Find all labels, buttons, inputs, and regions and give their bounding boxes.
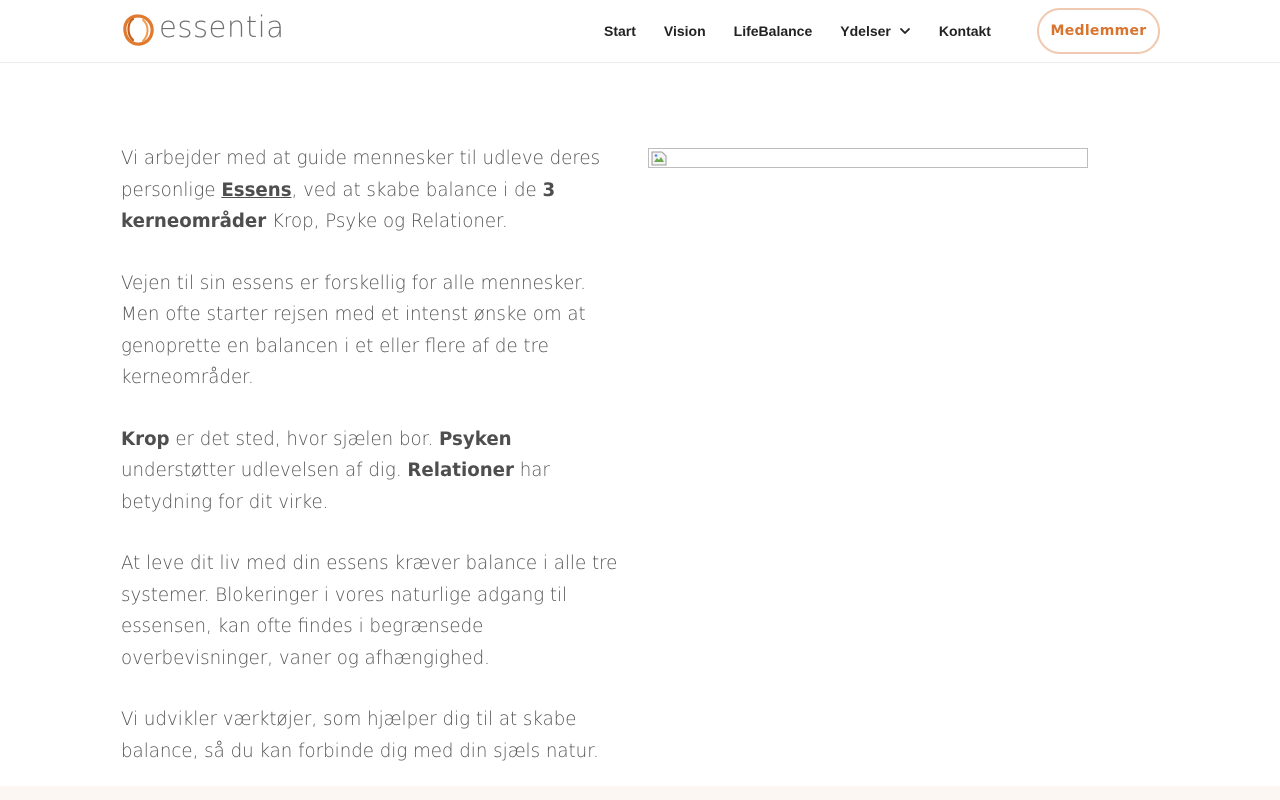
members-button[interactable]: Medlemmer [1037, 8, 1160, 54]
intro-text [121, 143, 621, 797]
paragraph-2: Vejen til sin essens er forskellig for alle mennesker. Men ofte starter rejsen med et intenst ønske om at genoprette en balancen i et eller flere af de tre kerneområder. [121, 272, 586, 388]
footer-strip [0, 786, 1280, 800]
content-image [648, 148, 1088, 168]
nav-item-ydelser-label: Ydelser [840, 23, 891, 39]
nav-item-ydelser[interactable] [840, 23, 911, 39]
paragraph-3: Krop er det sted, hvor sjælen bor. Psyken understøtter udlevelsen af dig. Relationer har betydning for dit virke. [121, 428, 550, 513]
logo-text: essentia [159, 9, 285, 44]
site-header [0, 0, 1280, 63]
paragraph-5: Vi udvikler værktøjer, som hjælper dig til at skabe balance, så du kan forbinde dig med din sjæls natur. [121, 709, 599, 762]
broken-image-icon [651, 151, 667, 166]
nav-item-lifebalance[interactable]: LifeBalance [733, 23, 813, 39]
essentia-circle-logo-icon [121, 13, 155, 47]
paragraph-1: Vi arbejder med at guide mennesker til udleve deres personlige Essens, ved at skabe balance i de 3 kerneområder Krop, Psyke og Relationer. [121, 148, 601, 232]
chevron-down-icon [899, 25, 911, 37]
nav-item-start[interactable]: Start [604, 23, 636, 39]
paragraph-4: At leve dit liv med din essens kræver balance i alle tre systemer. Blokeringer i vores naturlige adgang til essensen, kan ofte findes i begrænsede overbevisninger, vaner og afhængighed. [121, 553, 618, 669]
site-logo[interactable] [121, 9, 285, 48]
nav-item-kontakt[interactable]: Kontakt [938, 23, 991, 39]
essens-link[interactable]: Essens [221, 179, 292, 201]
nav-item-vision[interactable]: Vision [663, 23, 706, 39]
main-nav [604, 0, 991, 62]
